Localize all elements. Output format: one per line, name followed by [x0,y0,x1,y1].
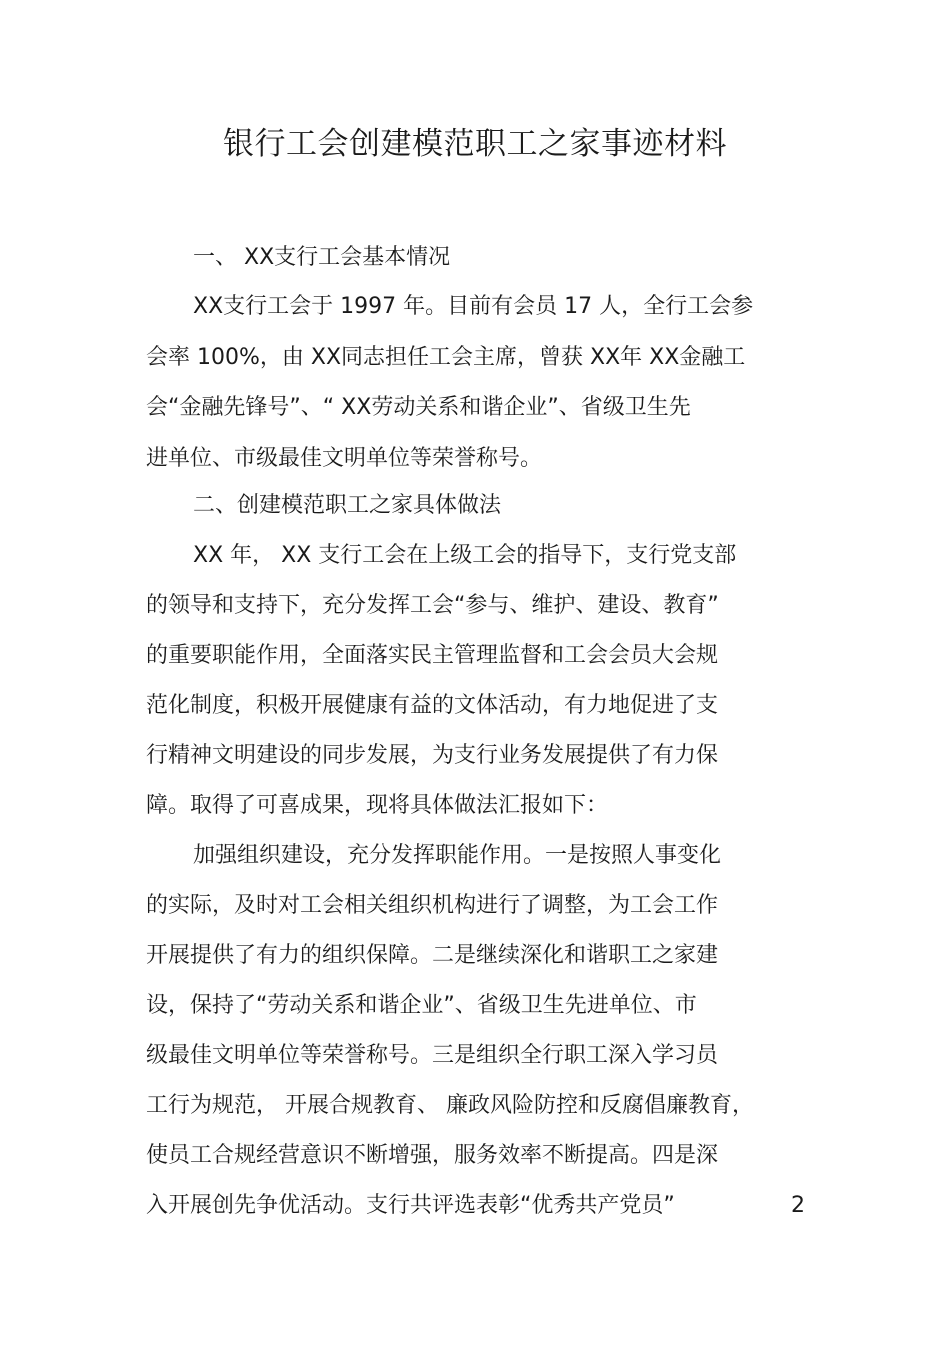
paragraph-line: 的重要职能作用，全面落实民主管理监督和工会会员大会规 [146,643,719,668]
paragraph-line: 的实际，及时对工会相关组织机构进行了调整，为工会工作 [146,893,719,918]
paragraph-line: 行精神文明建设的同步发展，为支行业务发展提供了有力保 [146,743,719,768]
paragraph-line: 加强组织建设，充分发挥职能作用。一是按照人事变化 [193,843,722,868]
paragraph-line: 的领导和支持下，充分发挥工会“参与、维护、建设、教育” [146,593,719,618]
paragraph-line: 设，保持了“劳动关系和谐企业”、省级卫生先进单位、市 [146,993,697,1018]
page-number: 2 [791,1193,805,1218]
paragraph-line: 会率 100%，由 XX同志担任工会主席，曾获 XX年 XX金融工 [146,345,746,370]
section-heading-1: 一、 XX支行工会基本情况 [193,245,451,270]
paragraph-line: 工行为规范， 开展合规教育、 廉政风险防控和反腐倡廉教育， [146,1093,754,1118]
paragraph-line: XX支行工会于 1997 年。目前有会员 17 人，全行工会参 [193,294,754,319]
paragraph-line: 范化制度，积极开展健康有益的文体活动，有力地促进了支 [146,693,719,718]
paragraph-line: 使员工合规经营意识不断增强，服务效率不断提高。四是深 [146,1143,719,1168]
paragraph-line: 进单位、市级最佳文明单位等荣誉称号。 [146,446,543,471]
paragraph-line: 会“金融先锋号”、“ XX劳动关系和谐企业”、省级卫生先 [146,395,691,420]
paragraph-line: 开展提供了有力的组织保障。二是继续深化和谐职工之家建 [146,943,719,968]
paragraph-line: 障。取得了可喜成果，现将具体做法汇报如下： [146,793,609,818]
paragraph-line: 级最佳文明单位等荣誉称号。三是组织全行职工深入学习员 [146,1043,719,1068]
document-title: 银行工会创建模范职工之家事迹材料 [223,126,727,162]
paragraph-line: 入开展创先争优活动。支行共评选表彰“优秀共产党员” [146,1193,675,1218]
paragraph-line: XX 年， XX 支行工会在上级工会的指导下，支行党支部 [193,543,737,568]
section-heading-2: 二、创建模范职工之家具体做法 [193,493,502,518]
